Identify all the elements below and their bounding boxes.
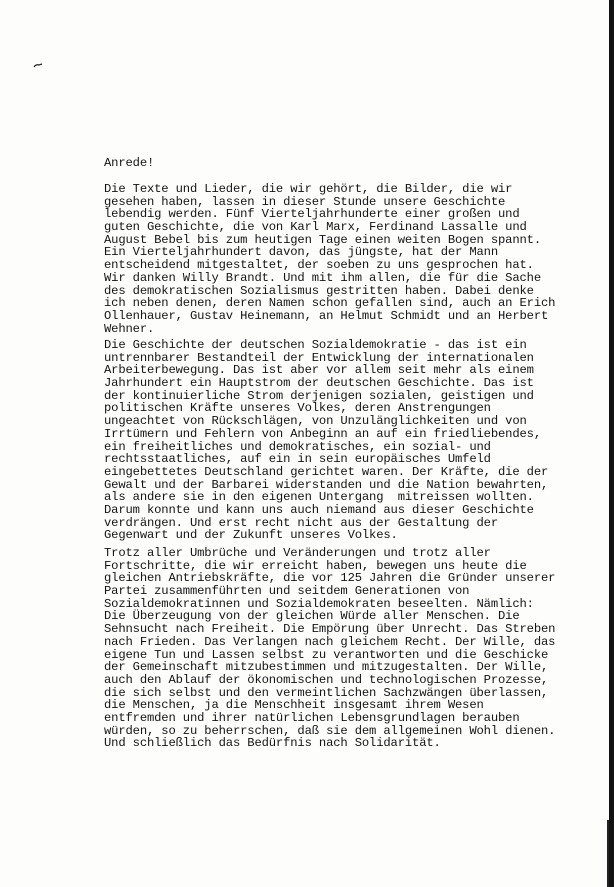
paragraph-line: die Menschen, ja die Menschheit insgesamt ihrem Wesen <box>104 698 484 713</box>
paragraph-line: ungeachtet von Rückschlägen, von Unzulänglichkeiten und von <box>104 414 527 429</box>
paragraph-line: Sehnsucht nach Freiheit. Die Empörung über Unrecht. Das Streben <box>104 622 556 637</box>
scan-speck <box>33 63 43 68</box>
paragraph-line: Und schließlich das Bedürfnis nach Solidarität. <box>104 736 441 751</box>
paragraph-line: Die Geschichte der deutschen Sozialdemokratie - das ist ein <box>104 338 527 352</box>
paragraph-line: Gegenwart und der Zukunft unseres Volkes. <box>104 528 398 543</box>
paragraph-line: Gewalt und der Barbarei widerstanden und die Nation bewahrten, <box>104 477 549 492</box>
paragraph-line: August Bebel bis zum heutigen Tage einen weiten Bogen spannt. <box>104 232 541 247</box>
paragraph-1 <box>104 183 564 335</box>
paragraph-line: nach Frieden. Das Verlangen nach gleichem Recht. Der Wille, das <box>104 634 556 649</box>
paragraph-line: Die Überzeugung von der gleichen Würde aller Menschen. Die <box>104 609 520 624</box>
salutation-text: Anrede! <box>104 156 155 170</box>
paragraph-line: würden, so zu beherrschen, daß sie dem allgemeinen Wohl dienen. <box>104 723 556 738</box>
paragraph-line: ein freiheitliches und demokratisches, ein sozial- und <box>104 439 491 454</box>
paragraph-line: der Gemeinschaft mitzubestimmen und mitzugestalten. Der Wille, <box>104 660 549 675</box>
paragraph-line: guten Geschichte, die von Karl Marx, Ferdinand Lassalle und <box>104 220 527 235</box>
scan-border-mark <box>607 820 609 887</box>
paragraph-line: Irrtümern und Fehlern von Anbeginn an auf ein friedliebendes, <box>104 426 541 441</box>
paragraph-line: verdrängen. Und erst recht nicht aus der Gestaltung der <box>104 515 499 530</box>
paragraph-line: untrennbarer Bestandteil der Entwicklung der internationalen <box>104 350 534 365</box>
scan-border-right <box>609 0 614 887</box>
paragraph-line: als andere sie in den eigenen Untergang mitreissen wollten. <box>104 490 534 505</box>
salutation <box>104 157 564 170</box>
paragraph-line: entscheidend mitgestaltet, der soeben zu uns gesprochen hat. <box>104 258 534 273</box>
paragraph-line: eigene Tun und Lassen selbst zu verantworten und die Geschicke <box>104 647 549 662</box>
paragraph-line: Jahrhundert ein Hauptstrom der deutschen Geschichte. Das ist <box>104 376 534 391</box>
paragraph-line: auch den Ablauf der ökonomischen und technologischen Prozesse, <box>104 672 549 687</box>
paragraph-line: gesehen haben, lassen in dieser Stunde unsere Geschichte <box>104 194 506 209</box>
paragraph-line: Arbeiterbewegung. Das ist aber vor allem seit mehr als einem <box>104 363 534 378</box>
paragraph-line: des demokratischen Sozialismus gestritten haben. Dabei denke <box>104 283 534 298</box>
paragraph-line: Wir danken Willy Brandt. Und mit ihm allen, die für die Sache <box>104 270 541 285</box>
paragraph-line: Fortschritte, die wir erreicht haben, bewegen uns heute die <box>104 558 527 573</box>
paragraph-line: Darum konnte und kann uns auch niemand aus dieser Geschichte <box>104 502 534 517</box>
paragraph-line: entfremden und ihrer natürlichen Lebensgrundlagen berauben <box>104 710 520 725</box>
paragraph-line: Trotz aller Umbrüche und Veränderungen und trotz aller <box>104 546 491 560</box>
paragraph-line: Sozialdemokratinnen und Sozialdemokraten beseelten. Nämlich: <box>104 596 534 611</box>
paragraph-line: politischen Kräfte unseres Volkes, deren Anstrengungen <box>104 401 491 416</box>
paragraph-line: rechtsstaatliches, auf ein in sein europäisches Umfeld <box>104 452 491 467</box>
paragraph-line: lebendig werden. Fünf Vierteljahrhunderte einer großen und <box>104 207 520 222</box>
paragraph-line: gleichen Antriebskräfte, die vor 125 Jahren die Gründer unserer <box>104 571 556 586</box>
paragraph-2 <box>104 339 564 542</box>
paragraph-3 <box>104 547 564 750</box>
paragraph-line: Wehner. <box>104 321 155 336</box>
paragraph-line: der kontinuierliche Strom derjenigen sozialen, geistigen und <box>104 388 534 403</box>
paragraph-line: Partei zusammenführten und seitdem Generationen von <box>104 584 470 599</box>
paragraph-line: die sich selbst und den vermeintlichen Sachzwängen überlassen, <box>104 685 549 700</box>
paragraph-line: Ollenhauer, Gustav Heinemann, an Helmut Schmidt und an Herbert <box>104 308 549 323</box>
paragraph-line: Ein Vierteljahrhundert davon, das jüngste, hat der Mann <box>104 245 499 260</box>
paragraph-line: eingebettetes Deutschland gerichtet waren. Der Kräfte, die der <box>104 464 549 479</box>
paragraph-line: Die Texte und Lieder, die wir gehört, die Bilder, die wir <box>104 182 513 196</box>
paragraph-line: ich neben denen, deren Namen schon gefallen sind, auch an Erich <box>104 296 556 311</box>
